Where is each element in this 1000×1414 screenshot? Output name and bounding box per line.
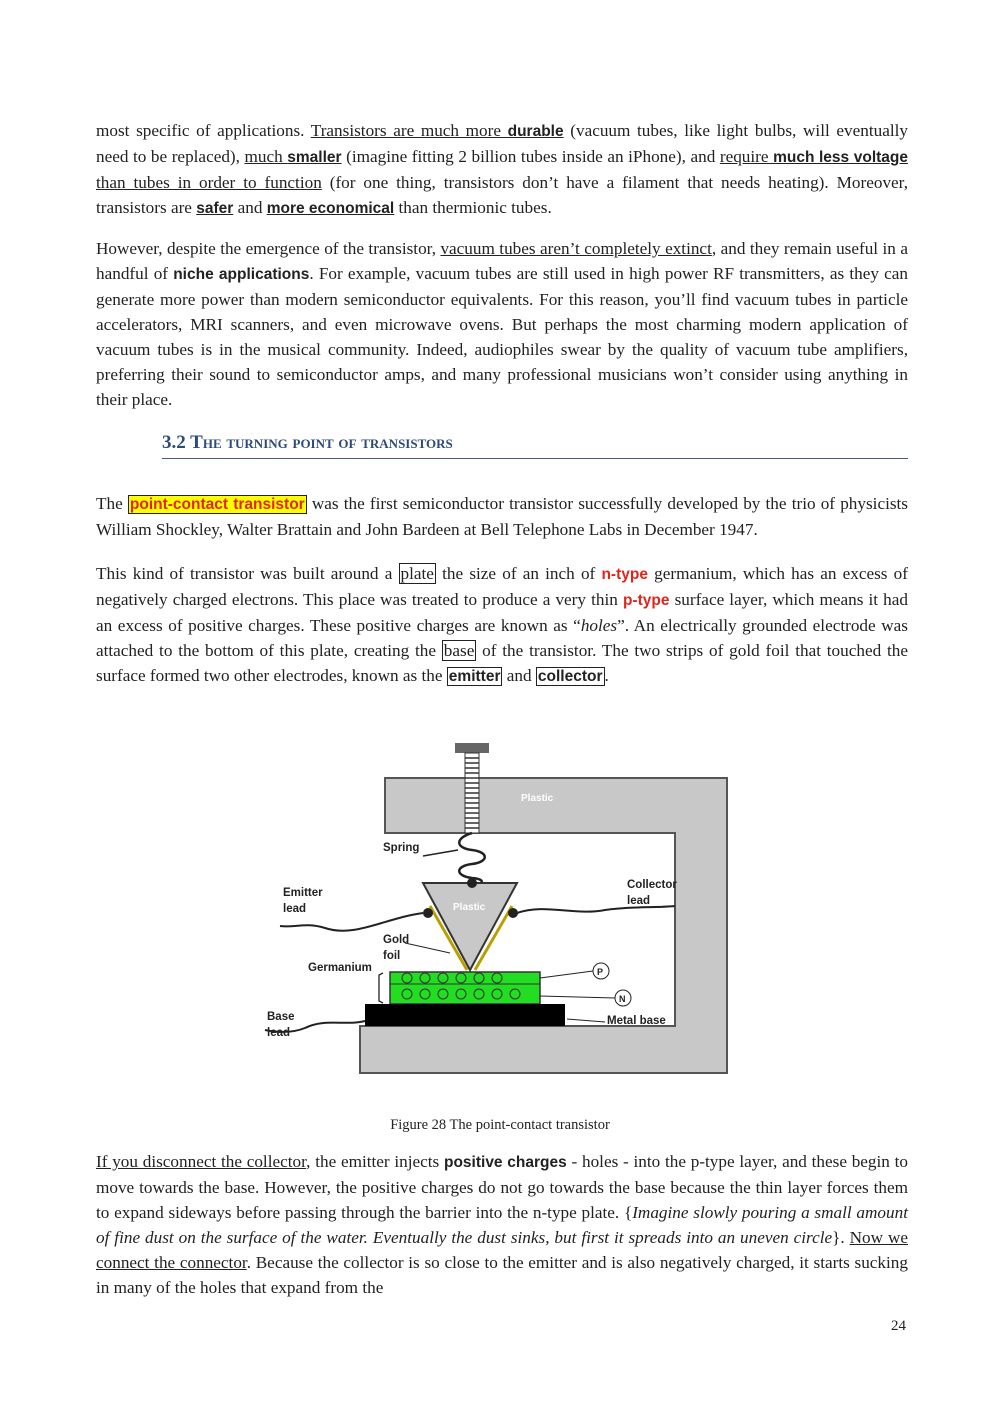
- boxed-term: base: [443, 641, 475, 660]
- collector-lead-wire: [517, 906, 675, 913]
- text: than tubes in order to function: [96, 173, 322, 192]
- text: much: [244, 147, 288, 166]
- plastic-wedge: [423, 883, 517, 970]
- transistor-diagram: [255, 738, 735, 1083]
- text: germanium, which has an excess of negatively charged electrons. This place was treated to produce a very thin: [96, 564, 908, 609]
- metal-base: [365, 1004, 565, 1026]
- boxed-term: emitter: [448, 668, 501, 685]
- germanium-block: [390, 972, 540, 1004]
- section-heading: 3.2 The turning point of transistors: [162, 432, 908, 459]
- text: require: [719, 147, 774, 166]
- emitter-contact: [423, 908, 433, 918]
- spring-pointer: [423, 850, 458, 856]
- text: , the emitter injects: [306, 1152, 444, 1171]
- text: of the transistor. The two strips of gold foil that touched the surface formed two other electrodes, known as the: [96, 641, 908, 685]
- n-pointer: [540, 996, 615, 998]
- underlined-text: [311, 121, 564, 140]
- text: Transistors are much more: [310, 121, 508, 140]
- text: surface layer, which means it had an excess of positive charges. These positive charges are known as “: [96, 590, 908, 635]
- underlined-text: Now we connect the connector: [96, 1228, 908, 1272]
- text: . Because the collector is so close to the emitter and is also negatively charged, it starts sucking in many of the holes that expand from the: [96, 1253, 908, 1297]
- boxed-term: plate: [400, 564, 434, 583]
- text: (vacuum tubes, like light bulbs, will eventually need to be replaced),: [96, 121, 908, 166]
- base-lead-label-1: Base: [267, 1011, 295, 1023]
- paragraph-point-contact: [96, 491, 908, 542]
- paragraph-operation: [96, 1149, 908, 1300]
- text: the size of an inch of: [435, 564, 602, 583]
- text: . For example, vacuum tubes are still used in high power RF transmitters, as they can generate more power than modern semiconductor equivalents. For this reason, you’ll find vacuum tubes in particle accelerators, MRI scanners, and even microwave ovens. But perhaps the most charming modern application of vacuum tubes is in the musical community. Indeed, audiophiles swear by the quality of vacuum tube amplifiers, preferring their sound to semiconductor amps, and many professional musicians won’t consider using anything in their place.: [96, 264, 908, 409]
- metal-base-label: Metal base: [607, 1015, 666, 1027]
- page-number: 24: [891, 1318, 906, 1334]
- paragraph-advantages: [96, 118, 908, 221]
- emitter-lead-label-1: Emitter: [283, 887, 323, 899]
- text: and: [233, 198, 267, 217]
- plastic-frame: [360, 778, 727, 1073]
- boxed-term: collector: [537, 668, 603, 685]
- text: .: [604, 666, 609, 685]
- text: most specific of applications.: [96, 121, 311, 140]
- gold-foil-label-2: foil: [383, 950, 401, 962]
- base-lead-label-2: lead: [267, 1027, 291, 1039]
- paragraph-vacuum-tubes: [96, 236, 908, 412]
- underlined-text: [245, 147, 342, 166]
- text: - holes - into the p-type layer, and these begin to move towards the base. However, the positive charges do not go towards the base because the thin layer forces them to expand sideways before passing through the barrier into the n-type plate. {: [96, 1152, 908, 1222]
- bold-term: positive charges: [443, 1154, 567, 1171]
- text: However, despite the emergence of the transistor,: [96, 239, 441, 258]
- italic-term: holes: [580, 616, 618, 635]
- text: (imagine fitting 2 billion tubes inside an iPhone), and: [341, 147, 720, 166]
- underlined-text: vacuum tubes aren’t completely extinct: [440, 239, 712, 258]
- text: and: [502, 666, 536, 685]
- text: This kind of transistor was built around a: [96, 564, 399, 583]
- screw-threads: [465, 758, 479, 828]
- text: The: [96, 494, 128, 513]
- text: (for one thing, transistors don’t have a filament that needs heating). Moreover, transistors are: [96, 173, 908, 217]
- text: was the first semiconductor transistor successfully developed by the trio of physicists William Shockley, Walter Brattain and John Bardeen at Bell Telephone Labs in December 1947.: [96, 494, 908, 539]
- text: than thermionic tubes.: [394, 198, 552, 217]
- bold-term: safer: [196, 200, 234, 217]
- screw-head: [455, 743, 489, 753]
- text: , and they remain useful in a handful of: [96, 239, 908, 283]
- plastic-frame-label: Plastic: [521, 793, 554, 804]
- bold-term: smaller: [287, 149, 342, 166]
- red-term: p-type: [622, 592, 670, 609]
- collector-lead-label-2: lead: [627, 895, 651, 907]
- gold-foil-pointer: [405, 943, 450, 953]
- bold-term: much less voltage: [773, 149, 909, 166]
- germanium-label: Germanium: [308, 962, 372, 974]
- gold-foil-label-1: Gold: [383, 934, 410, 946]
- collector-contact: [508, 908, 518, 918]
- emitter-lead-label-2: lead: [283, 903, 307, 915]
- red-term: n-type: [601, 566, 648, 583]
- spring-label: Spring: [383, 842, 420, 854]
- bold-term: more economical: [266, 200, 395, 217]
- p-pointer: [540, 971, 593, 978]
- text: ”. An electrically grounded electrode was attached to the bottom of this plate, creating the: [96, 616, 908, 660]
- n-label: N: [619, 994, 626, 1004]
- italic-analogy: Imagine slowly pouring a small amount of fine dust on the surface of the water. Eventually the dust sinks, but first it spreads into an uneven circle: [96, 1203, 908, 1247]
- p-label: P: [597, 967, 604, 977]
- bold-term: durable: [507, 123, 564, 140]
- underlined-text: If you disconnect the collector: [96, 1152, 307, 1171]
- germanium-bracket: [379, 973, 383, 1003]
- collector-lead-label-1: Collector: [627, 879, 677, 891]
- text: }.: [832, 1228, 850, 1247]
- emitter-lead-wire: [280, 913, 423, 931]
- paragraph-construction: [96, 561, 908, 689]
- figure-caption: Figure 28 The point-contact transistor: [390, 1117, 610, 1133]
- metal-base-pointer: [567, 1019, 605, 1022]
- plastic-wedge-label: Plastic: [453, 902, 486, 913]
- wedge-pivot: [467, 878, 477, 888]
- bold-term: niche applications: [173, 266, 310, 283]
- highlighted-term: point-contact transistor: [129, 496, 305, 513]
